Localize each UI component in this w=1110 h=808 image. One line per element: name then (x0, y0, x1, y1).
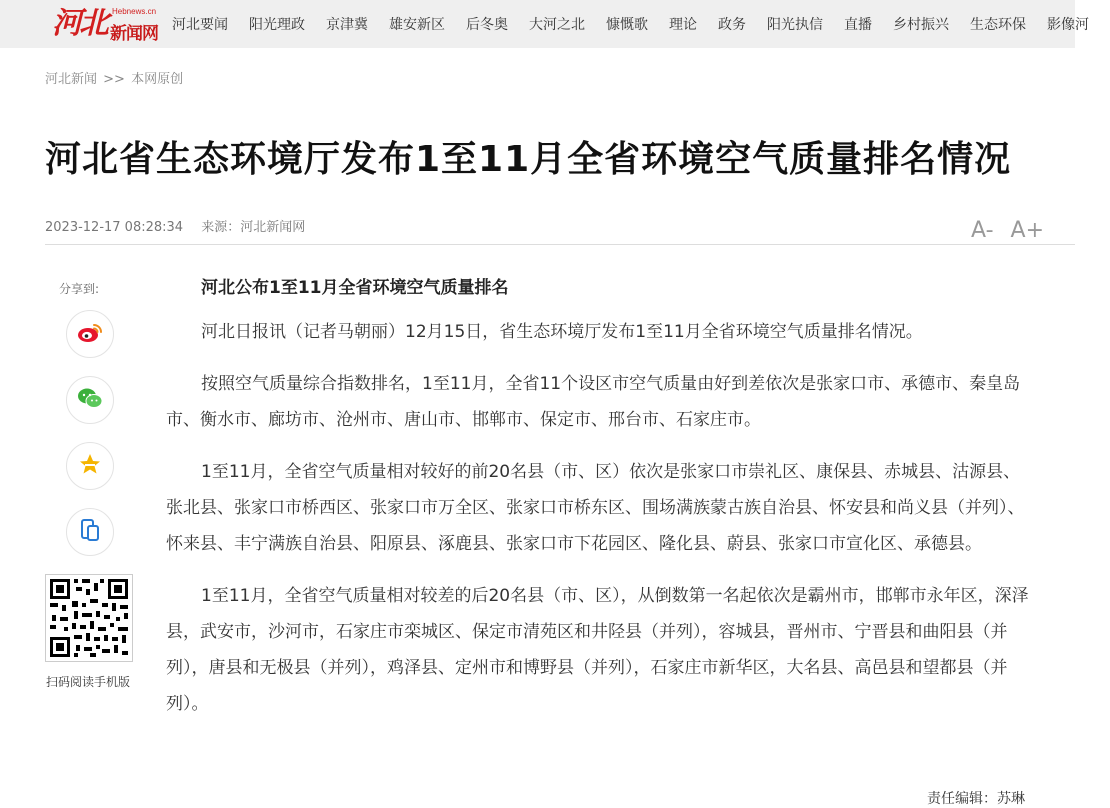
font-smaller-button[interactable]: A- (971, 218, 994, 243)
article-paragraph: 1至11月，全省空气质量相对较差的后20名县（市、区），从倒数第一名起依次是霸州市，邯郸市永年区，深泽县，武安市，沙河市，石家庄市栾城区、保定市清苑区和井陉县（并列），容城县，晋州市、宁晋县和曲阳县（并列），唐县和无极县（并列），鸡泽县、定州市和博野县（并列），石家庄市新华区，大名县、高邑县和望都县（并列）。 (166, 586, 1029, 714)
article-paragraph: 河北日报讯（记者马朝丽）12月15日，省生态环境厅发布1至11月全省环境空气质量排名情况。 (201, 322, 923, 342)
nav-item[interactable]: 京津冀 (326, 17, 368, 33)
article-meta (45, 216, 305, 235)
divider (45, 244, 1075, 245)
mobile-icon (79, 518, 101, 546)
article-headline: 河北省生态环境厅发布1至11月全省环境空气质量排名情况 (45, 139, 1012, 180)
nav-item[interactable]: 慷慨歌 (606, 17, 648, 33)
responsible-editor: 责任编辑：苏琳 (927, 791, 1025, 807)
qr-label: 扫码阅读手机版 (46, 675, 131, 689)
share-mobile-button[interactable] (66, 508, 114, 556)
logo-domain: Hebnews.cn (112, 7, 157, 16)
font-size-controls (971, 218, 1054, 243)
logo-mark: 河北 (52, 6, 106, 41)
article-subtitle: 河北公布1至11月全省环境空气质量排名 (201, 278, 509, 298)
article-paragraph: 按照空气质量综合指数排名，1至11月，全省11个设区市空气质量由好到差依次是张家口市、承德市、秦皇岛市、衡水市、廊坊市、沧州市、唐山市、邯郸市、保定市、邢台市、石家庄市。 (166, 374, 1021, 430)
nav-item[interactable]: 河北要闻 (172, 17, 228, 33)
share-wechat-button[interactable] (66, 376, 114, 424)
source-name: 河北新闻网 (240, 220, 306, 235)
nav-item[interactable]: 生态环保 (970, 17, 1026, 33)
breadcrumb (45, 68, 183, 87)
top-nav-bar (0, 0, 1089, 48)
article-body (166, 270, 1031, 738)
nav-item[interactable]: 影像河 (1047, 17, 1089, 33)
nav-item[interactable]: 后冬奥 (466, 17, 508, 33)
share-qzone-button[interactable] (66, 442, 114, 490)
source-label: 来源： (201, 220, 241, 235)
nav-item[interactable]: 阳光执信 (767, 17, 823, 33)
nav-item[interactable]: 阳光理政 (249, 17, 305, 33)
main-nav (172, 0, 1110, 48)
publish-datetime: 2023-12-17 08:28:34 (45, 220, 184, 235)
logo-text: 新闻网 (110, 24, 158, 44)
qr-code (45, 574, 133, 662)
qzone-icon (78, 452, 102, 480)
nav-item[interactable]: 理论 (669, 17, 697, 33)
weibo-icon (77, 321, 103, 347)
article-paragraph: 1至11月，全省空气质量相对较好的前20名县（市、区）依次是张家口市崇礼区、康保县、赤城县、沽源县、张北县、张家口市桥西区、张家口市万全区、张家口市桥东区、围场满族蒙古族自治县、怀安县和尚义县（并列）、怀来县、丰宁满族自治县、阳原县、涿鹿县、张家口市下花园区、隆化县、蔚县、张家口市宣化区、承德县。 (166, 462, 1025, 554)
site-logo[interactable] (52, 5, 162, 43)
nav-item[interactable]: 乡村振兴 (893, 17, 949, 33)
wechat-icon (77, 387, 103, 413)
nav-item[interactable]: 直播 (844, 17, 872, 33)
font-larger-button[interactable]: A+ (1010, 218, 1044, 243)
nav-item[interactable]: 大河之北 (529, 17, 585, 33)
breadcrumb-home[interactable]: 河北新闻 (45, 72, 98, 87)
breadcrumb-current[interactable]: 本网原创 (131, 72, 184, 87)
nav-item[interactable]: 政务 (718, 17, 746, 33)
share-label: 分享到: (59, 282, 100, 296)
breadcrumb-separator: >> (103, 72, 125, 87)
share-weibo-button[interactable] (66, 310, 114, 358)
nav-item[interactable]: 雄安新区 (389, 17, 445, 33)
